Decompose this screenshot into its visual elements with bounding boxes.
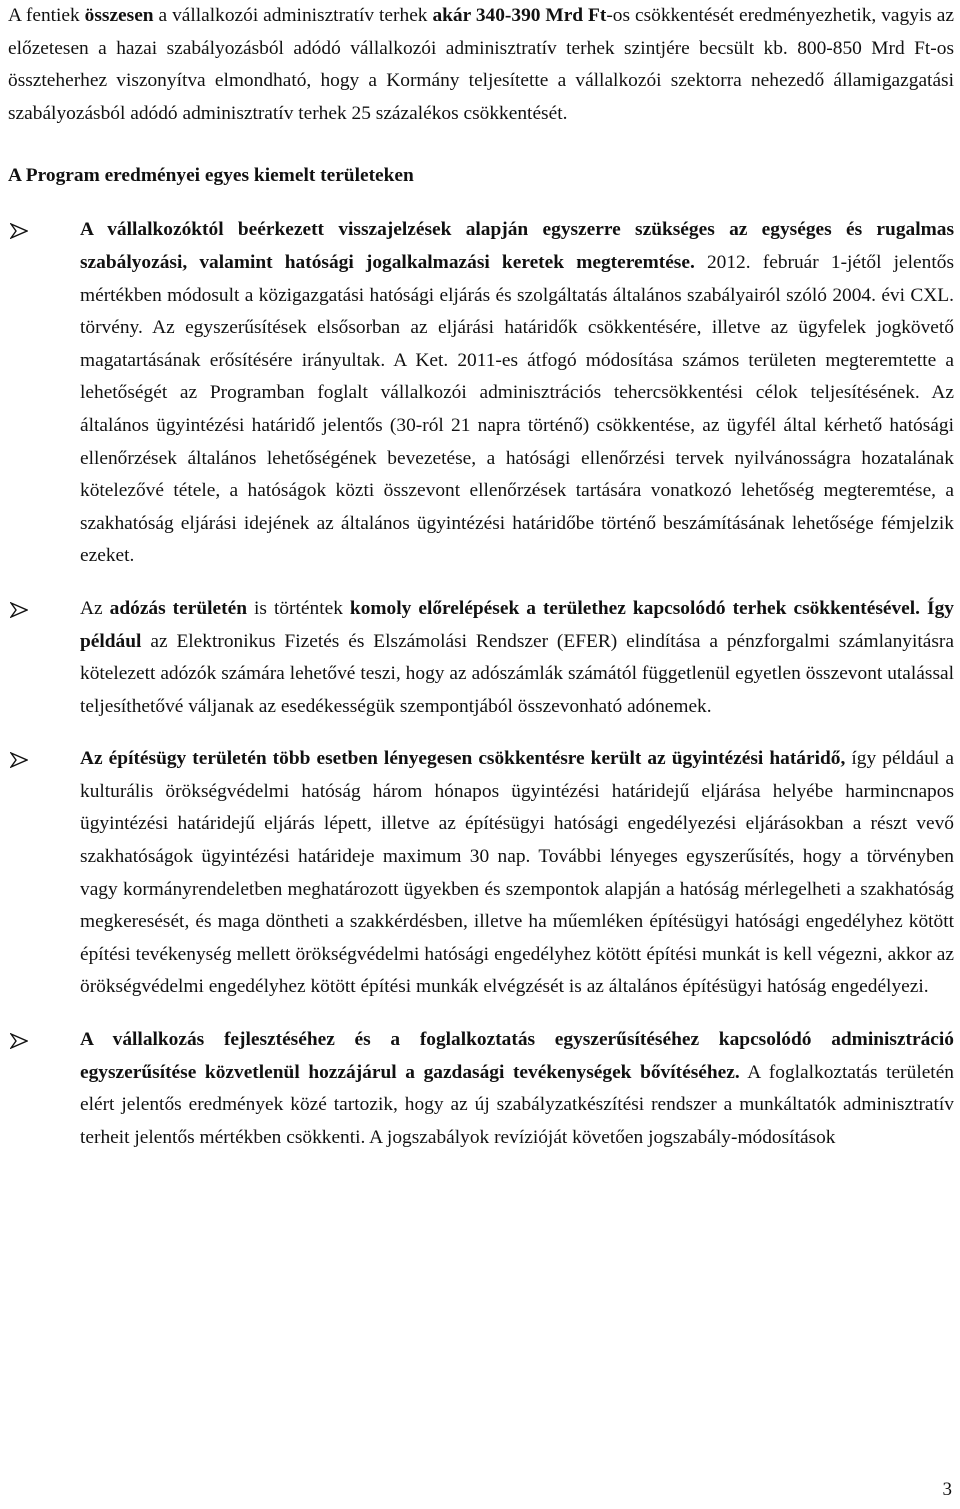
list-item-bold: komoly előrelépések a területhez kapcsolódó terhek csökkentésével. Így például xyxy=(80,597,954,652)
document-page xyxy=(8,0,954,1174)
section-heading: A Program eredményei egyes kiemelt területeken xyxy=(8,165,414,187)
intro-paragraph xyxy=(8,0,954,130)
list-item-bold: A vállalkozóktól beérkezett visszajelzések alapján egyszerre szükséges az egységes és rugalmas szabályozási, valamint hatósági jogalkalmazási keretek megteremtése. xyxy=(80,219,954,273)
list-item-body: Az xyxy=(80,597,110,619)
arrowhead-bullet-icon xyxy=(10,602,28,618)
list-item-body: is történtek xyxy=(246,597,350,619)
list-item-bold: adózás területén xyxy=(109,597,247,619)
list-item-text xyxy=(80,743,954,1004)
list-item-bold: Az építésügy területén több esetben lényegesen csökkentésre került az ügyintézési határidő, xyxy=(80,748,846,770)
list-item-body: így például a kulturális örökségvédelmi hatóság három hónapos ügyintézési határidejű eljárása helyébe harmincnapos ügyintézési határidejű eljárás lépett, illetve az építésügyi hatósági engedélyezési eljárásokban a részt vevő szakhatóságok ügyintézési határideje maximum 30 nap. További lényeges egyszerűsítés, hogy a törvényben vagy kormányrendeletben meghatározott ügyekben és szempontok alapján a hatóság mérlegelheti a szakhatóság megkeresését, és maga döntheti a szakkérdésben, illetve ha műemléken építésügyi hatósági engedélyhez kötött építési tevékenység mellett örökségvédelmi hatósági engedélyhez kötött építési munkát is kell végezni, akkor az örökségvédelmi engedélyhez kötött építési munkák elvégzését is az általános építésügyi hatóság engedélyezi. xyxy=(80,748,954,998)
list-item-body: A foglalkoztatás területén elért jelentős eredmények közé tartozik, hogy az új szabályzatkészítési rendszer a munkáltatók adminisztratív terheit jelentős mértékben csökkenti. A jogszabályok revízióját követően jogszabály-módosítások xyxy=(80,1061,954,1148)
intro-text: a vállalkozói adminisztratív terhek xyxy=(153,5,433,26)
page-number: 3 xyxy=(942,1479,952,1500)
intro-bold: összesen xyxy=(84,5,154,26)
intro-bold: akár 340-390 Mrd Ft xyxy=(432,5,607,26)
arrowhead-bullet-icon xyxy=(10,223,28,239)
intro-text: A fentiek xyxy=(8,5,85,26)
list-item-bold: A vállalkozás fejlesztéséhez és a foglalkoztatás egyszerűsítéséhez kapcsolódó adminisztráció egyszerűsítése közvetlenül hozzájárul a gazdasági tevékenységek bővítéséhez. xyxy=(80,1029,954,1083)
results-list xyxy=(8,214,954,1154)
list-item-body: 2012. február 1-jétől jelentős mértékben módosult a közigazgatási hatósági eljárás és szolgáltatás általános szabályairól szóló 2004. évi CXL. törvény. Az egyszerűsítések elsősorban az eljárási határidők csökkentésére, illetve az ügyfelek jogkövető magatartásának erősítésére irányultak. A Ket. 2011-es átfogó módosítása számos területen megteremtette a lehetőségét az Programban foglalt vállalkozói adminisztrációs tehercsökkentési célok teljesítésének. Az általános ügyintézési határidő jelentős (30-ról 21 napra történő) csökkentése, az ügyfél által kérhető hatósági ellenőrzések általános lehetőségének bevezetése, a hatósági ellenőrzési tervek nyilvánosságra hozatalának kötelezővé tétele, a hatóságok közti összevont ellenőrzések tartására vonatkozó lehetőség megteremtése, a szakhatóság eljárási idejének az általános ügyintézési határidőbe történő beszámításának lehetősége fémjelzik ezeket. xyxy=(80,251,954,567)
list-item-text xyxy=(80,1024,954,1154)
list-item xyxy=(8,214,954,573)
list-item xyxy=(8,593,954,723)
intro-text: -os csökkentését eredményezhetik, vagyis az előzetesen a hazai szabályozásból adódó vállalkozói adminisztratív terhek szintjére becsült kb. 800-850 Mrd Ft-os összteherhez viszonyítva elmondható, hogy a Kormány teljesítette a vállalkozói szektorra nehezedő államigazgatási szabályozásból adódó adminisztratív terhek 25 százalékos csökkentését. xyxy=(8,5,955,124)
list-item-text xyxy=(80,214,954,573)
arrowhead-bullet-icon xyxy=(10,1033,28,1049)
list-item xyxy=(8,1024,954,1154)
arrowhead-bullet-icon xyxy=(10,752,28,768)
list-item-text xyxy=(80,593,954,723)
list-item xyxy=(8,743,954,1004)
list-item-body: az Elektronikus Fizetés és Elszámolási Rendszer (EFER) elindítása a pénzforgalmi számlanyitásra kötelezett adózók számára lehetővé teszi, hogy az adószámlák számától függetlenül egyetlen összevont utalással teljesíthetővé váljanak az esedékességük szempontjából összevonható adónemek. xyxy=(80,630,954,717)
